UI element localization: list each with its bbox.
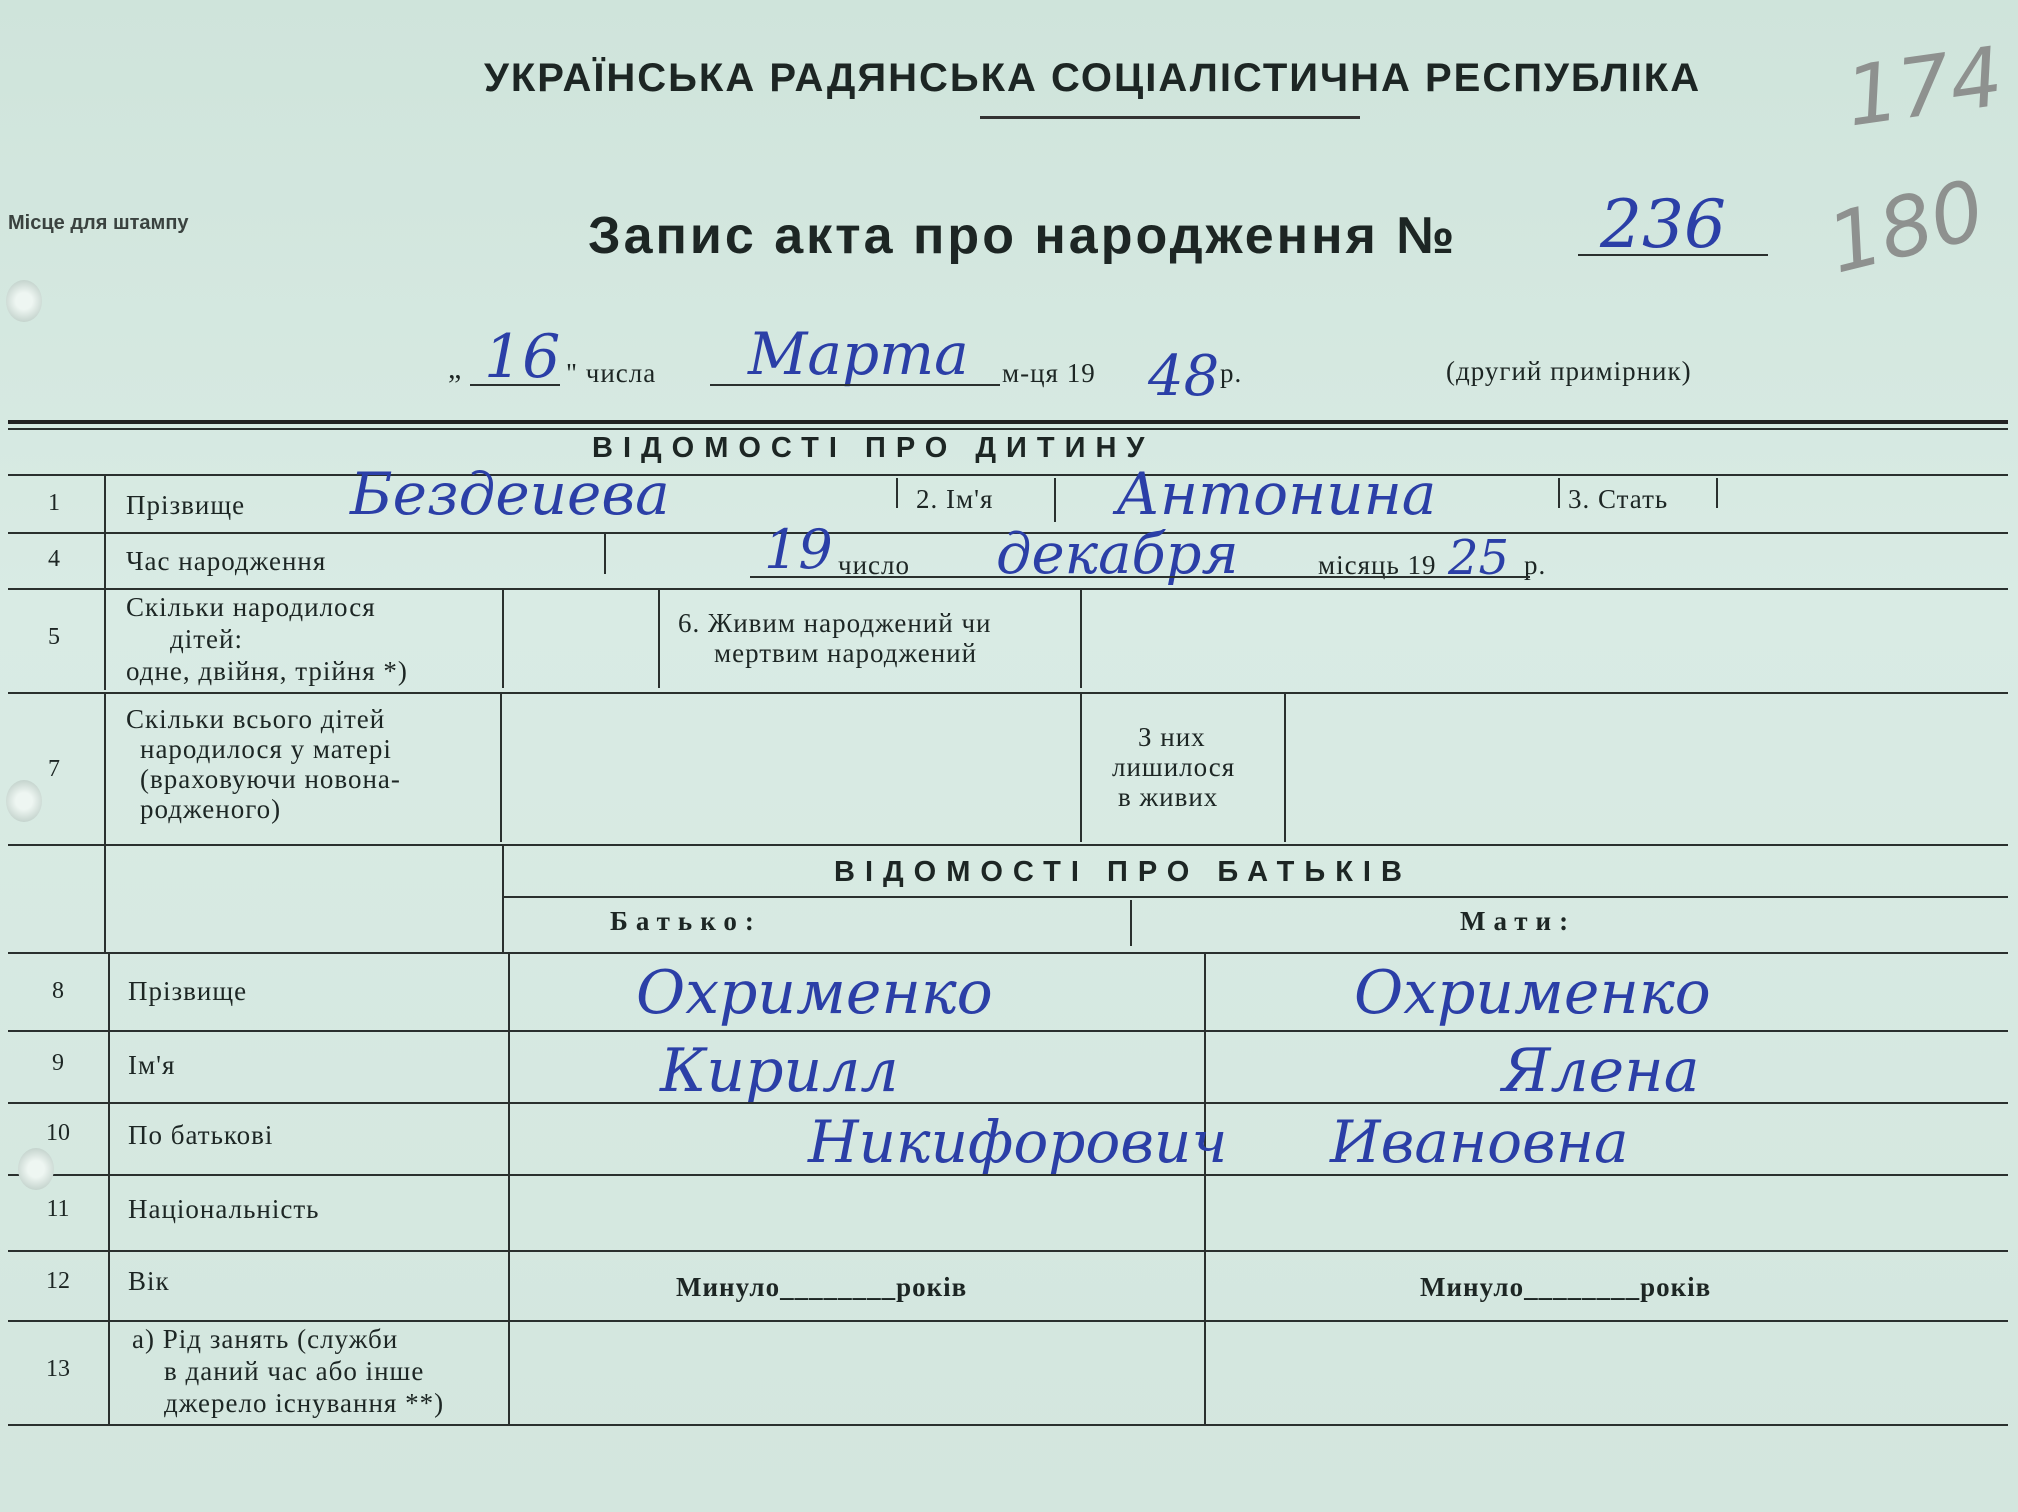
father-header: Батько: bbox=[610, 906, 762, 936]
row5-divider-b bbox=[658, 590, 660, 688]
row1-divider-b bbox=[1054, 478, 1056, 522]
child-section-title: ВІДОМОСТІ ПРО ДИТИНУ bbox=[592, 432, 1155, 464]
surname-label: Прізвище bbox=[126, 490, 246, 520]
pencil-mark-1: 174 bbox=[1840, 29, 2009, 146]
day-line bbox=[470, 384, 560, 386]
mother-header: Мати: bbox=[1460, 906, 1577, 936]
row7-divider-c bbox=[1284, 694, 1286, 842]
row4-num-divider bbox=[104, 534, 106, 590]
rule-row8 bbox=[8, 1030, 2008, 1032]
mother-patronymic-value: Ивановна bbox=[1330, 1108, 1629, 1176]
parents-section-title: ВІДОМОСТІ ПРО БАТЬКІВ bbox=[834, 856, 1412, 888]
row1-divider-a bbox=[896, 478, 898, 508]
rule-row12 bbox=[8, 1320, 2008, 1322]
parents-rows-num-divider bbox=[108, 954, 110, 1424]
binding-hole bbox=[6, 780, 42, 822]
row7-divider-b bbox=[1080, 694, 1082, 842]
row1-divider-c bbox=[1558, 478, 1560, 508]
record-year: 48 bbox=[1148, 344, 1220, 409]
nationality-label: Національність bbox=[128, 1194, 320, 1224]
survived-label-2: лишилося bbox=[1112, 752, 1236, 782]
total-children-label-2: народилося у матері bbox=[140, 734, 392, 764]
rule-row10 bbox=[8, 1174, 2008, 1176]
alive-dead-label-1: 6. Живим народжений чи bbox=[678, 608, 992, 638]
row4-num: 4 bbox=[48, 546, 60, 572]
birth-date-line bbox=[750, 576, 1530, 578]
mother-surname-value: Охрименко bbox=[1354, 958, 1711, 1028]
total-children-label-4: родженого) bbox=[140, 794, 282, 824]
parents-rows-label-divider bbox=[508, 954, 510, 1424]
birth-day-label: число bbox=[838, 550, 910, 580]
row11-num: 11 bbox=[46, 1196, 70, 1222]
record-number: 236 bbox=[1600, 186, 1726, 263]
birth-year-value: 25 bbox=[1448, 530, 1510, 586]
rule-row5 bbox=[8, 692, 2008, 694]
stamp-place-label: Місце для штампу bbox=[8, 212, 189, 234]
occupation-label-3: джерело існування **) bbox=[164, 1388, 445, 1418]
rule-parents-title bbox=[504, 896, 2008, 898]
month-label: м-ця 19 bbox=[1002, 358, 1096, 388]
row7-num-divider bbox=[104, 694, 106, 844]
row1-num-divider bbox=[104, 474, 106, 536]
child-surname-value: Бездеиева bbox=[350, 460, 670, 528]
father-patronymic-value: Никифорович bbox=[808, 1108, 1228, 1176]
total-children-label-3: (враховуючи новона- bbox=[140, 764, 401, 794]
sex-label: 3. Стать bbox=[1568, 484, 1669, 514]
children-count-label-2: дітей: bbox=[170, 624, 243, 654]
father-mother-divider-top bbox=[1130, 900, 1132, 946]
row5-divider-c bbox=[1080, 590, 1082, 688]
rule-row7 bbox=[8, 844, 2008, 846]
row12-num: 12 bbox=[46, 1268, 70, 1294]
row4-divider bbox=[604, 534, 606, 574]
parent-surname-label: Прізвище bbox=[128, 976, 248, 1006]
birth-time-label: Час народження bbox=[126, 546, 327, 576]
record-number-line bbox=[1578, 254, 1768, 256]
mother-age-value: Минуло________років bbox=[1420, 1272, 1712, 1302]
survived-label-1: З них bbox=[1138, 722, 1206, 752]
father-surname-value: Охрименко bbox=[636, 958, 993, 1028]
mother-name-value: Ялена bbox=[1502, 1036, 1700, 1106]
occupation-label-2: в даний час або інше bbox=[164, 1356, 425, 1386]
survived-label-3: в живих bbox=[1118, 782, 1219, 812]
parents-num-divider bbox=[104, 846, 106, 952]
copy-note: (другий примірник) bbox=[1446, 356, 1692, 386]
birth-month-label: місяць 19 bbox=[1318, 550, 1437, 580]
rule-parents-header bbox=[8, 952, 2008, 954]
alive-dead-label-2: мертвим народжений bbox=[714, 638, 978, 668]
month-line bbox=[710, 384, 1000, 386]
row8-num: 8 bbox=[52, 978, 64, 1004]
birth-day-value: 19 bbox=[764, 518, 833, 581]
birth-year-suffix: р. bbox=[1524, 550, 1547, 580]
children-count-label-3: одне, двійня, трійня *) bbox=[126, 656, 408, 686]
child-section-top-rule bbox=[8, 420, 2008, 424]
row5-num-divider bbox=[104, 590, 106, 690]
row7-num: 7 bbox=[48, 756, 60, 782]
row9-num: 9 bbox=[52, 1050, 64, 1076]
day-label: " числа bbox=[566, 358, 657, 388]
children-count-label-1: Скільки народилося bbox=[126, 592, 376, 622]
child-name-value: Антонина bbox=[1116, 460, 1437, 528]
row10-num: 10 bbox=[46, 1120, 70, 1146]
rule-row9 bbox=[8, 1102, 2008, 1104]
row5-divider-a bbox=[502, 590, 504, 688]
row7-divider-a bbox=[500, 694, 502, 842]
rule-row13 bbox=[8, 1424, 2008, 1426]
record-title: Запис акта про народження № bbox=[588, 207, 1458, 265]
age-label: Вік bbox=[128, 1266, 170, 1296]
occupation-label-1: а) Рід занять (служби bbox=[132, 1324, 399, 1354]
year-suffix: р. bbox=[1220, 358, 1243, 388]
date-open-quote: „ bbox=[448, 352, 462, 385]
row1-num: 1 bbox=[48, 490, 60, 516]
rule-row4 bbox=[8, 588, 2008, 590]
row1-divider-d bbox=[1716, 478, 1718, 508]
row13-num: 13 bbox=[46, 1356, 70, 1382]
rule-child-title bbox=[8, 474, 2008, 476]
parents-label-divider bbox=[502, 846, 504, 952]
header-underline bbox=[980, 116, 1360, 119]
father-name-value: Кирилл bbox=[660, 1036, 899, 1106]
binding-hole bbox=[18, 1148, 54, 1190]
parent-name-label: Ім'я bbox=[128, 1050, 176, 1080]
parents-rows-father-mother-divider bbox=[1204, 954, 1206, 1424]
record-month: Марта bbox=[748, 320, 969, 388]
name-label: 2. Ім'я bbox=[916, 484, 994, 514]
pencil-mark-2: 180 bbox=[1818, 162, 1994, 293]
patronymic-label: По батькові bbox=[128, 1120, 274, 1150]
rule-row11 bbox=[8, 1250, 2008, 1252]
binding-hole bbox=[6, 280, 42, 322]
child-section-top-rule-2 bbox=[8, 428, 2008, 430]
record-day: 16 bbox=[484, 322, 561, 392]
father-age-value: Минуло________років bbox=[676, 1272, 968, 1302]
total-children-label-1: Скільки всього дітей bbox=[126, 704, 386, 734]
row5-num: 5 bbox=[48, 624, 60, 650]
republic-header: УКРАЇНСЬКА РАДЯНСЬКА СОЦІАЛІСТИЧНА РЕСПУБЛІКА bbox=[484, 56, 1702, 100]
birth-month-value: декабря bbox=[996, 522, 1239, 587]
